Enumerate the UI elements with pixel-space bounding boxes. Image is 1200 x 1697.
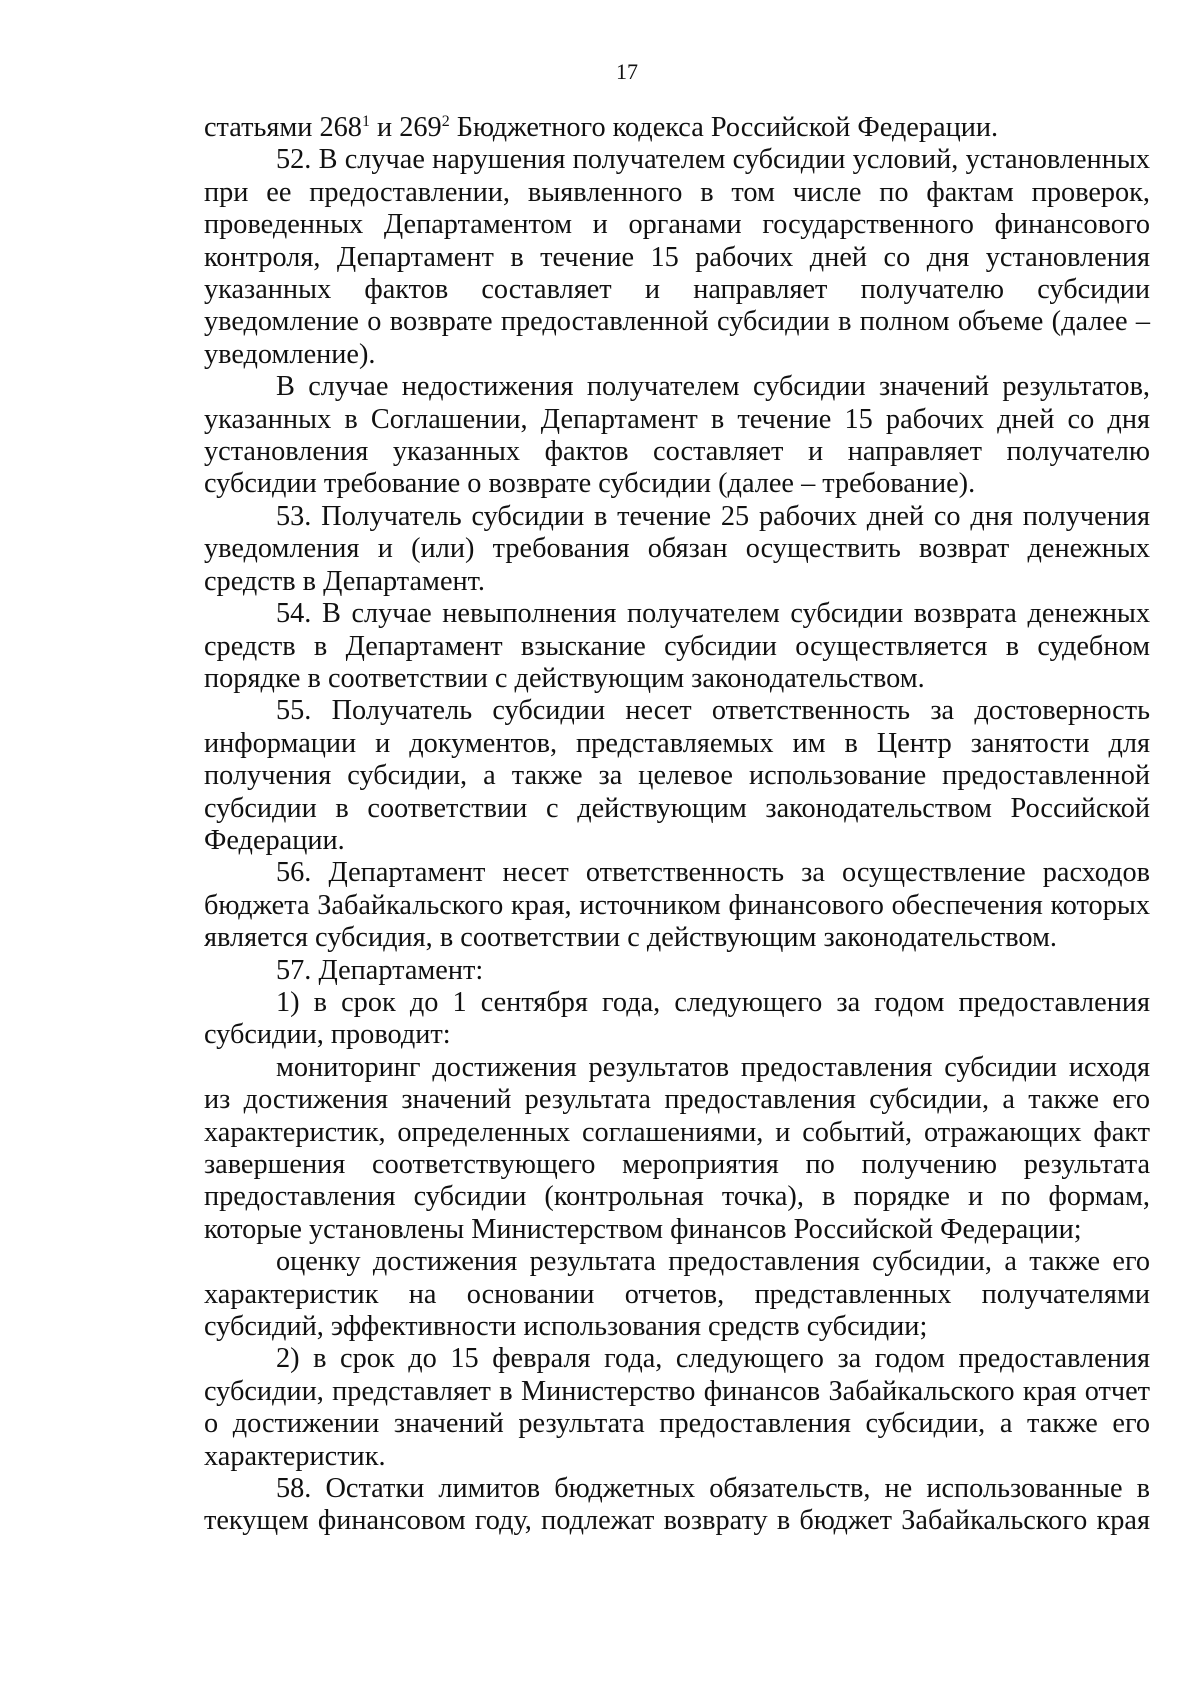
paragraph: 55. Получатель субсидии несет ответственность за достоверность информации и документов, представляемых им в Центр занятости для получения субсидии, а также за целевое использование предоставленной субсидии в соответствии с действующим законодательством Российской Федерации. xyxy=(204,695,1150,856)
paragraph: мониторинг достижения результатов предоставления субсидии исходя из достижения значений результата предоставления субсидии, а также его характеристик, определенных соглашениями, и событий, отражающих факт завершения соответствующего мероприятия по получению результата предоставления субсидии (контрольная точка), в порядке и по формам, которые установлены Министерством финансов Российской Федерации; xyxy=(204,1051,1150,1245)
superscript: 2 xyxy=(441,113,450,131)
paragraph: оценку достижения результата предоставления субсидии, а также его характеристик на основании отчетов, представленных получателями субсидий, эффективности использования средств субсидии; xyxy=(204,1246,1150,1343)
paragraph: 2) в срок до 15 февраля года, следующего за годом предоставления субсидии, представляет в Министерство финансов Забайкальского края отчет о достижении значений результата предоставления субсидии, а также его характеристик. xyxy=(204,1343,1150,1472)
text-run: статьями 268 xyxy=(204,112,362,143)
paragraph: 53. Получатель субсидии в течение 25 рабочих дней со дня получения уведомления и (или) требования обязан осуществить возврат денежных средств в Департамент. xyxy=(204,500,1150,597)
paragraph: 52. В случае нарушения получателем субсидии условий, установленных при ее предоставлении, выявленного в том числе по фактам проверок, проведенных Департаментом и органами государственного финансового контроля, Департамент в течение 15 рабочих дней со дня установления указанных фактов составляет и направляет получателю субсидии уведомление о возврате предоставленной субсидии в полном объеме (далее – уведомление). xyxy=(204,144,1150,370)
paragraph: 58. Остатки лимитов бюджетных обязательств, не использованные в текущем финансовом году, подлежат возврату в бюджет Забайкальского края xyxy=(204,1473,1150,1537)
text-run: и 269 xyxy=(369,112,442,143)
page-number: 17 xyxy=(616,59,638,84)
document-body xyxy=(204,112,1150,1538)
paragraph: 54. В случае невыполнения получателем субсидии возврата денежных средств в Департамент взыскание субсидии осуществляется в судебном порядке в соответствии с действующим законодательством. xyxy=(204,598,1150,694)
paragraph: 57. Департамент: xyxy=(276,954,484,986)
text-run: Бюджетного кодекса Российской Федерации. xyxy=(449,112,999,143)
paragraph: 1) в срок до 1 сентября года, следующего за годом предоставления субсидии, проводит: xyxy=(204,986,1150,1051)
paragraph xyxy=(204,112,1150,144)
superscript: 1 xyxy=(361,113,370,131)
paragraph: 56. Департамент несет ответственность за осуществление расходов бюджета Забайкальского края, источником финансового обеспечения которых является субсидия, в соответствии с действующим законодательством. xyxy=(204,857,1150,954)
paragraph: В случае недостижения получателем субсидии значений результатов, указанных в Соглашении, Департамент в течение 15 рабочих дней со дня установления указанных фактов составляет и направляет получателю субсидии требование о возврате субсидии (далее – требование). xyxy=(204,371,1150,500)
